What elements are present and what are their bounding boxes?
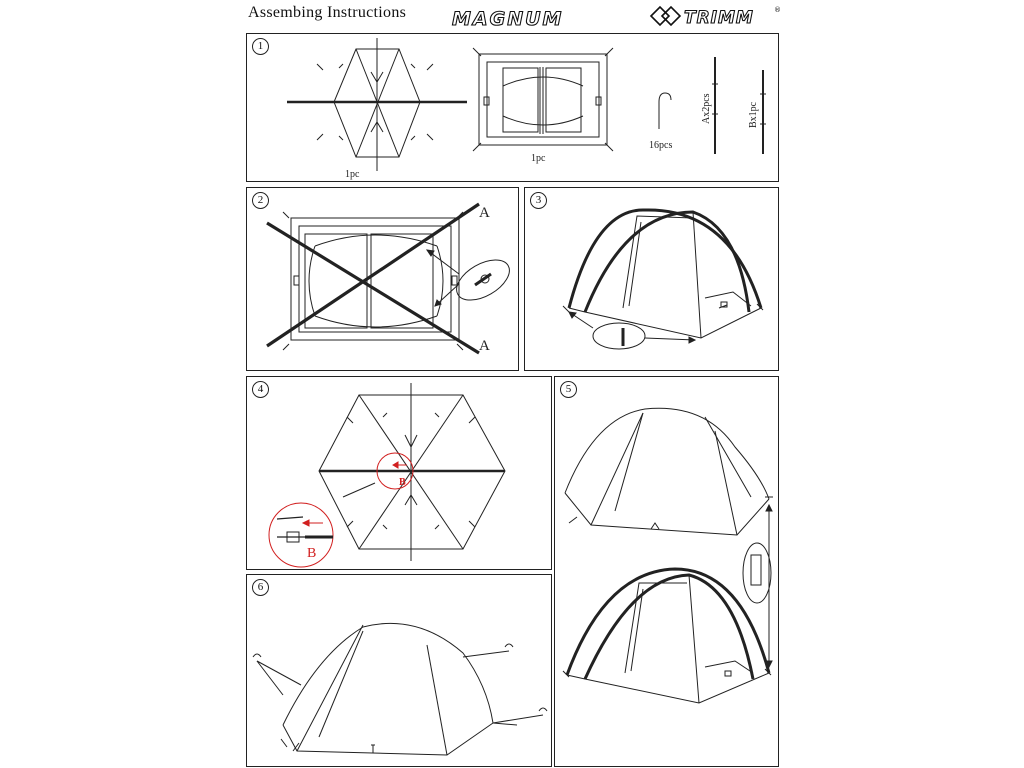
step-number: 6 — [252, 579, 269, 596]
page-title: Assembing Instructions — [248, 4, 407, 21]
step-number: 5 — [560, 381, 577, 398]
peg-icon — [659, 93, 671, 129]
flysheet-diagram — [287, 38, 467, 171]
step-number: 1 — [252, 38, 269, 55]
svg-text:TRIMM: TRIMM — [684, 8, 754, 28]
svg-text:A: A — [479, 205, 490, 221]
svg-text:A: A — [479, 338, 490, 354]
svg-text:MAGNUM: MAGNUM — [452, 8, 564, 30]
pole-a-diagram — [712, 57, 718, 154]
flysheet-with-pole-b-diagram — [269, 383, 505, 567]
trimm-emblem-icon — [651, 7, 680, 25]
step-6-panel — [246, 574, 552, 767]
inner-tent-with-poles-diagram — [267, 204, 516, 353]
tent-with-flysheet-diagram — [565, 408, 773, 535]
step-2-panel — [246, 187, 519, 371]
magnum-logo — [450, 4, 595, 30]
svg-text:B: B — [307, 546, 317, 561]
tent-with-poles-diagram — [563, 569, 771, 703]
inner-tent-diagram — [473, 48, 613, 151]
svg-text:B: B — [399, 477, 406, 488]
svg-text:Ax2pcs: Ax2pcs — [701, 93, 712, 124]
trimm-logo — [648, 3, 783, 29]
inner-tent-raised-diagram — [563, 210, 763, 349]
svg-text:®: ® — [774, 6, 781, 14]
pitched-tent-diagram — [253, 623, 547, 755]
step-1-panel — [246, 33, 779, 182]
clip-detail-diagram — [743, 505, 772, 667]
svg-text:16pcs: 16pcs — [649, 140, 673, 151]
step-number: 2 — [252, 192, 269, 209]
svg-text:1pc: 1pc — [345, 169, 360, 180]
step-number: 3 — [530, 192, 547, 209]
pole-b-diagram — [760, 70, 766, 154]
svg-text:Bx1pc: Bx1pc — [748, 101, 759, 128]
svg-text:1pc: 1pc — [531, 153, 546, 164]
step-number: 4 — [252, 381, 269, 398]
step-4-panel — [246, 376, 552, 570]
step-3-panel — [524, 187, 779, 371]
step-5-panel — [554, 376, 779, 767]
